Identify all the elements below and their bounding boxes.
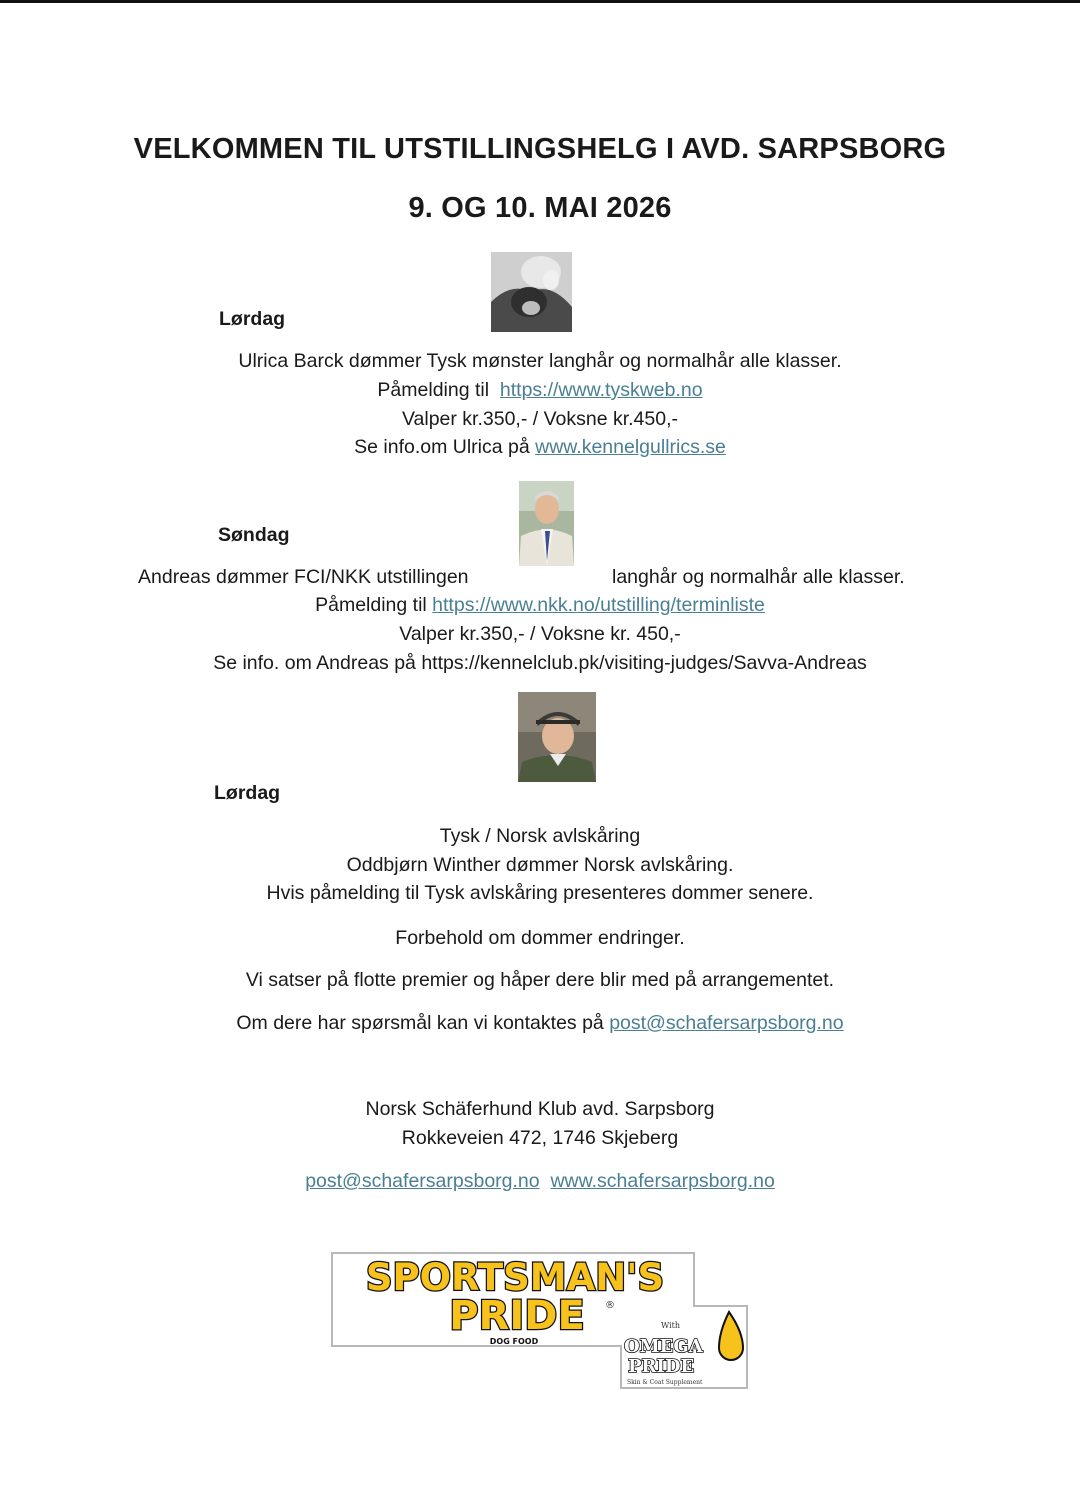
day-label-saturday: Lørdag (219, 308, 286, 330)
page-title: VELKOMMEN TIL UTSTILLINGSHELG I AVD. SARPSBORG (133, 133, 947, 165)
judge-photo-man-suit (519, 481, 574, 566)
judge1-info (0, 435, 1080, 459)
footer-links (0, 1169, 1080, 1193)
judge1-prices: Valper kr.350,- / Voksne kr.450,- (401, 408, 679, 430)
contact-email-link[interactable]: post@schafersarpsborg.no (609, 1012, 844, 1034)
breed-survey-title: Tysk / Norsk avlskåring (439, 825, 641, 847)
judge1-description: Ulrica Barck dømmer Tysk mønster langhår og normalhår alle klasser. (238, 350, 842, 372)
judge-photo-man-cap (518, 692, 596, 782)
kennelgullrics-link[interactable]: www.kennelgullrics.se (535, 436, 726, 458)
club-name: Norsk Schäferhund Klub avd. Sarpsborg (365, 1098, 715, 1120)
signup-label: Påmelding til (377, 379, 490, 401)
sponsor-line1: SPORTSMAN'S (365, 1256, 665, 1299)
event-dates: 9. OG 10. MAI 2026 (408, 192, 672, 224)
omega-line1: OMEGA (624, 1336, 703, 1357)
nkk-terminliste-link[interactable]: https://www.nkk.no/utstilling/terminliste (432, 594, 765, 616)
contact-label: Om dere har spørsmål kan vi kontaktes på (236, 1012, 604, 1034)
sponsor-line2: PRIDE (449, 1293, 585, 1339)
info-label: Se info.om Ulrica på (354, 436, 530, 458)
contact-line (0, 1011, 1080, 1035)
club-address: Rokkeveien 472, 1746 Skjeberg (401, 1127, 679, 1149)
footer-email-link[interactable]: post@schafersarpsborg.no (305, 1170, 540, 1192)
sponsor-sub: DOG FOOD (489, 1337, 539, 1346)
top-border (0, 0, 1080, 3)
breed-survey-judge: Oddbjørn Winther dømmer Norsk avlskåring. (346, 854, 734, 876)
sponsor-with: With (661, 1321, 681, 1330)
prizes-note: Vi satser på flotte premier og håper dere blir med på arrangementet. (245, 969, 835, 991)
judge1-signup (0, 378, 1080, 402)
omega-tag: Skin & Coat Supplement (627, 1379, 703, 1386)
sponsor-logo (331, 1252, 749, 1390)
omega-line2: PRIDE (628, 1356, 695, 1377)
judge2-info: Se info. om Andreas på https://kennelclub.pk/visiting-judges/Savva-Andreas (213, 652, 867, 674)
judge-photo-dog (491, 252, 572, 332)
sponsor-reg: ® (605, 1300, 615, 1311)
reservation-note: Forbehold om dommer endringer. (395, 927, 685, 949)
judge2-signup (0, 593, 1080, 617)
judge2-prices: Valper kr.350,- / Voksne kr. 450,- (399, 623, 681, 645)
judge2-description-right: langhår og normalhår alle klasser. (612, 566, 905, 588)
day-label-saturday-2: Lørdag (214, 782, 281, 804)
signup-label: Påmelding til (315, 594, 427, 616)
footer-website-link[interactable]: www.schafersarpsborg.no (550, 1170, 775, 1192)
breed-survey-note: Hvis påmelding til Tysk avlskåring presenteres dommer senere. (266, 882, 814, 904)
day-label-sunday: Søndag (218, 524, 290, 546)
judge2-description-left: Andreas dømmer FCI/NKK utstillingen (138, 566, 469, 588)
tyskweb-link[interactable]: https://www.tyskweb.no (499, 379, 703, 401)
